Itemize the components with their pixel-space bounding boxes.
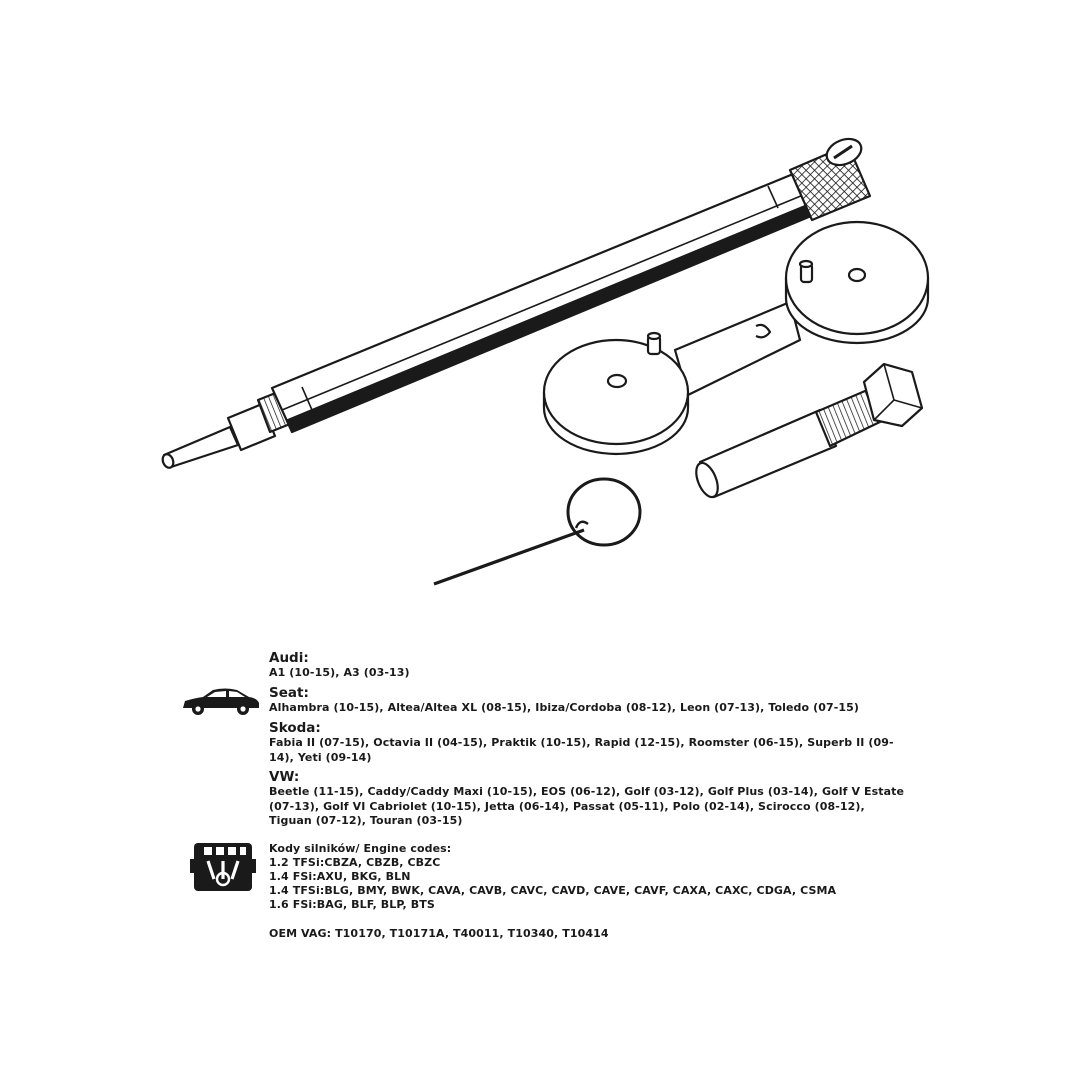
locking-bolt bbox=[692, 364, 922, 500]
engine-codes-heading: Kody silników/ Engine codes: bbox=[269, 842, 452, 855]
models-seat: Alhambra (10-15), Altea/Altea XL (08-15), Ibiza/Cordoba (08-12), Leon (07-13), Toledo (07-15) bbox=[269, 701, 860, 714]
car-icon bbox=[181, 684, 261, 718]
gauge-rod bbox=[161, 134, 870, 469]
brand-seat: Seat: bbox=[269, 685, 309, 701]
brand-skoda: Skoda: bbox=[269, 720, 321, 736]
oem-references: OEM VAG: T10170, T10171A, T40011, T10340, T10414 bbox=[269, 927, 609, 940]
brand-vw: VW: bbox=[269, 769, 300, 785]
models-skoda: Fabia II (07-15), Octavia II (04-15), Praktik (10-15), Rapid (12-15), Roomster (06-15), Superb II (09-14), Yeti (09-14) bbox=[269, 736, 894, 764]
engine-code-line: 1.2 TFSi:CBZA, CBZB, CBZC bbox=[269, 856, 441, 869]
engine-icon bbox=[190, 839, 256, 895]
models-vw: Beetle (11-15), Caddy/Caddy Maxi (10-15), EOS (06-12), Golf (03-12), Golf Plus (03-14), Golf V Estate (07-13), Golf VI Cabriolet (10-15), Jetta (06-14), Passat (05-11), Polo (02-14), Scirocco (08-12), Tiguan (07-12), Touran (03-15) bbox=[269, 785, 905, 827]
brand-audi: Audi: bbox=[269, 650, 309, 666]
engine-code-line: 1.4 FSi:AXU, BKG, BLN bbox=[269, 870, 411, 883]
models-audi: A1 (10-15), A3 (03-13) bbox=[269, 666, 410, 679]
ring-pin bbox=[434, 479, 640, 584]
engine-code-line: 1.4 TFSi:BLG, BMY, BWK, CAVA, CAVB, CAVC, CAVD, CAVE, CAVF, CAXA, CAXC, CDGA, CSMA bbox=[269, 884, 837, 897]
engine-code-line: 1.6 FSi:BAG, BLF, BLP, BTS bbox=[269, 898, 435, 911]
